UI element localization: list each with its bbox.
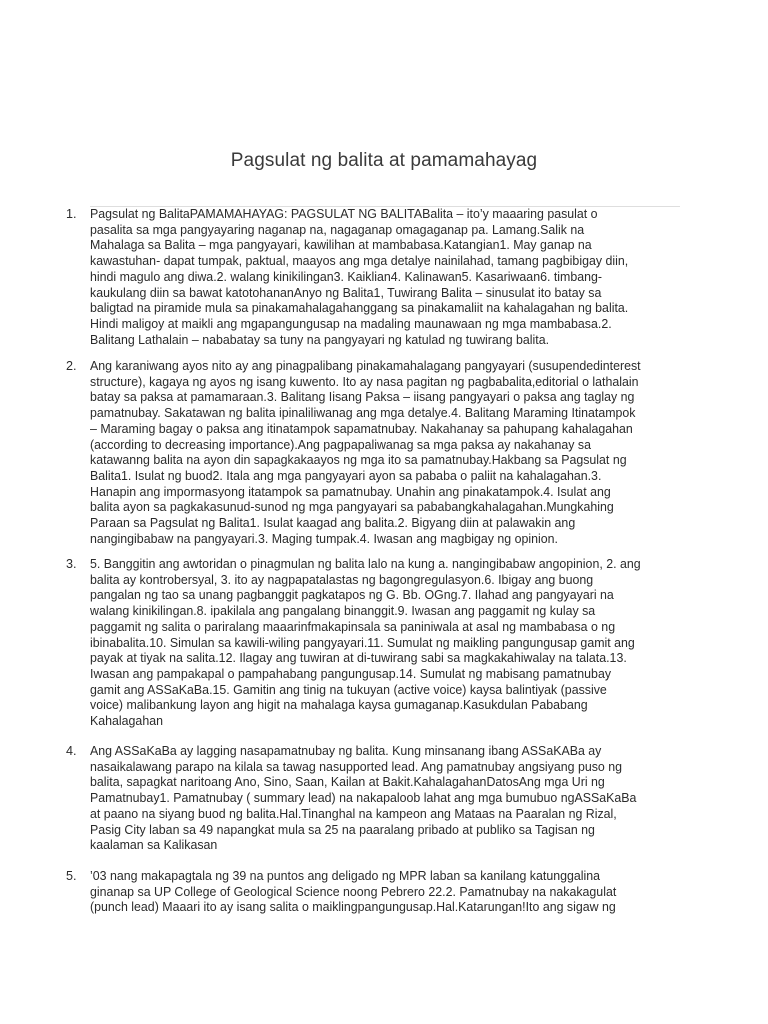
text-line: – Maraming bagay o paksa ang itinatampok sapamatnubay. Nakahanay sa pahupang kahalagahan [90, 421, 633, 436]
list-item-number: 2. [66, 359, 77, 373]
text-line: hindi magulo ang diwa.2. walang kinikilingan3. Kaiklian4. Kalinawan5. Kasariwaan6. timbang- [90, 269, 603, 284]
text-line: kaalaman sa Kalikasan [90, 838, 218, 853]
text-line: kaukulang diin sa bawat katotohananAnyo ng Balita1, Tuwirang Balita – sinusulat ito batay sa [90, 285, 602, 300]
text-line: pasalita sa mga pangyayaring naganap na, nagaganap omagaganap pa. Lamang.Salik na [90, 222, 585, 237]
text-line: ’03 nang makapagtala ng 39 na puntos ang deligado ng MPR laban sa kanilang katunggalina [90, 869, 601, 883]
text-line: (according to decreasing importance).Ang pagpapaliwanag sa mga paksa ay nakahanay sa [90, 437, 592, 452]
list-item-number: 3. [66, 557, 77, 571]
text-line: Ang ASSaKaBa ay lagging nasapamatnubay ng balita. Kung minsanang ibang ASSaKABa ay [90, 744, 602, 758]
text-line: nasaikalawang parapo na kilala sa tawag nasupported lead. Ang pamatnubay angsiyang puso ng [90, 759, 623, 774]
list-item-number: 5. [66, 869, 77, 883]
list-item-number: 4. [66, 744, 77, 758]
text-line: voice) malibankung layon ang higit na mahalaga kaysa gumaganap.Kasukdulan Pababang [90, 698, 588, 713]
list-item-text [90, 869, 690, 916]
list-item-text [90, 744, 690, 854]
text-line: Pasig City laban sa 49 napangkat mula sa 25 na paaralang pribado at publiko sa Tagisan ng [90, 822, 595, 837]
text-line: gamit ang ASSaKaBa.15. Gamitin ang tinig na tukuyan (active voice) kaysa balintiyak (passive [90, 682, 607, 697]
text-line: Balita1. Isulat ng buod2. Itala ang mga pangyayari ayon sa pababa o paliit na kahalagahan.3. [90, 468, 602, 483]
text-line: pamatnubay. Sakatawan ng balita ipinaliliwanag ang mga detalye.4. Balitang Maraming Itinatampok [90, 406, 636, 421]
text-line: Mahalaga sa Balita – mga pangyayari, kawilihan at mambabasa.Katangian1. May ganap na [90, 238, 592, 253]
text-line: Hindi maligoy at maikli ang mgapangungusap na madaling maunawaan ng mga mambabasa.2. [90, 316, 612, 331]
list-item-text [90, 359, 690, 547]
text-line: katawanng balita na ayon din sapagkakaayos ng mga ito sa pamatnubay.Hakbang sa Pagsulat ng [90, 453, 627, 468]
text-line: at paano na siyang buod ng balita.Hal.Tinanghal na kampeon ang Mataas na Paaralan ng Rizal, [90, 806, 617, 821]
list-item-text [90, 557, 690, 730]
text-line: (punch lead) Maaari ito ay isang salita o maiklingpangungusap.Hal.Katarungan!Ito ang sigaw ng [90, 900, 616, 915]
text-line: pangalan ng tao sa unang pagbanggit pagkatapos ng G. Bb. OGng.7. Ilahad ang pangyayari na [90, 588, 614, 603]
text-line: Pagsulat ng BalitaPAMAMAHAYAG: PAGSULAT NG BALITABalita – ito’y maaaring pasulat o [90, 207, 598, 221]
text-line: balita ay kontrobersyal, 3. ito ay nagpapatalastas ng bagongregulasyon.6. Ibigay ang buong [90, 572, 594, 587]
text-line: paggamit ng salita o pariralang maaarinfmakapinsala sa paniniwala at asal ng mambabasa o ng [90, 619, 616, 634]
text-line: Ang karaniwang ayos nito ay ang pinagpalibang pinakamahalagang pangyayari (susupendedinterest [90, 359, 641, 373]
text-line: walang kinikilingan.8. ipakilala ang pangalang binanggit.9. Iwasan ang paggamit ng kulay sa [90, 604, 596, 619]
text-line: Kahalagahan [90, 714, 163, 729]
text-line: batay sa paksa at pamamaraan.3. Balitang Iisang Paksa – iisang pangyayari o paksa ang taglay ng [90, 390, 635, 405]
document-title: Pagsulat ng balita at pamamahayag [230, 150, 538, 171]
text-line: balita, sapagkat naritoang Ano, Sino, Saan, Kailan at Bakit.KahalagahanDatosAng mga Uri ng [90, 775, 605, 790]
text-line: Pamatnubay1. Pamatnubay ( summary lead) na nakapaloob lahat ang mga bumubuo ngASSaKaBa [90, 791, 637, 806]
text-line: structure), kagaya ng ayos ng isang kuwento. Ito ay nasa pagitan ng pagbabalita,editorial o lathalain [90, 374, 639, 389]
text-line: Iwasan ang pampakapal o pampahabang pangungusap.14. Sumulat ng mabisang pamatnubay [90, 666, 612, 681]
text-line: Paraan sa Pagsulat ng Balita1. Isulat kaagad ang balita.2. Bigyang diin at palawakin ang [90, 516, 576, 531]
text-line: balita ayon sa pagkakasunud-sunod ng mga pangyayari sa pababangkahalagahan.Mungkahing [90, 500, 614, 515]
text-line: ibinabalita.10. Simulan sa kawili-wiling pangyayari.11. Sumulat ng maikling pangungusap gamit ang [90, 635, 635, 650]
text-line: 5. Banggitin ang awtoridan o pinagmulan ng balita lalo na kung a. nangingibabaw angopinion, 2. ang [90, 557, 641, 571]
text-line: Balitang Lathalain – nababatay sa tuny na pangyayari ng katulad ng tuwirang balita. [90, 332, 550, 347]
text-line: kawastuhan- dapat tumpak, paktual, maayos ang mga detalye nainilahad, tamang pagbibigay diin, [90, 254, 629, 269]
text-line: Hanapin ang impormasyong itatampok sa pamatnubay. Unahin ang pinakatampok.4. Isulat ang [90, 484, 611, 499]
list-item-text [90, 207, 690, 348]
text-line: payak at tiyak na salita.12. Ilagay ang tuwiran at di-tuwirang sabi sa magkakahiwalay na talata.13. [90, 651, 627, 666]
text-line: ginanap sa UP College of Geological Science noong Pebrero 22.2. Pamatnubay na nakakagulat [90, 884, 617, 899]
list-item-number: 1. [66, 207, 77, 221]
text-line: baligtad na piramide mula sa pinakamahalagahanggang sa pinakamaliit na kahalagahan ng balita. [90, 301, 629, 316]
text-line: nangingibabaw na pangyayari.3. Maging tumpak.4. Iwasan ang magbigay ng opinion. [90, 531, 559, 546]
